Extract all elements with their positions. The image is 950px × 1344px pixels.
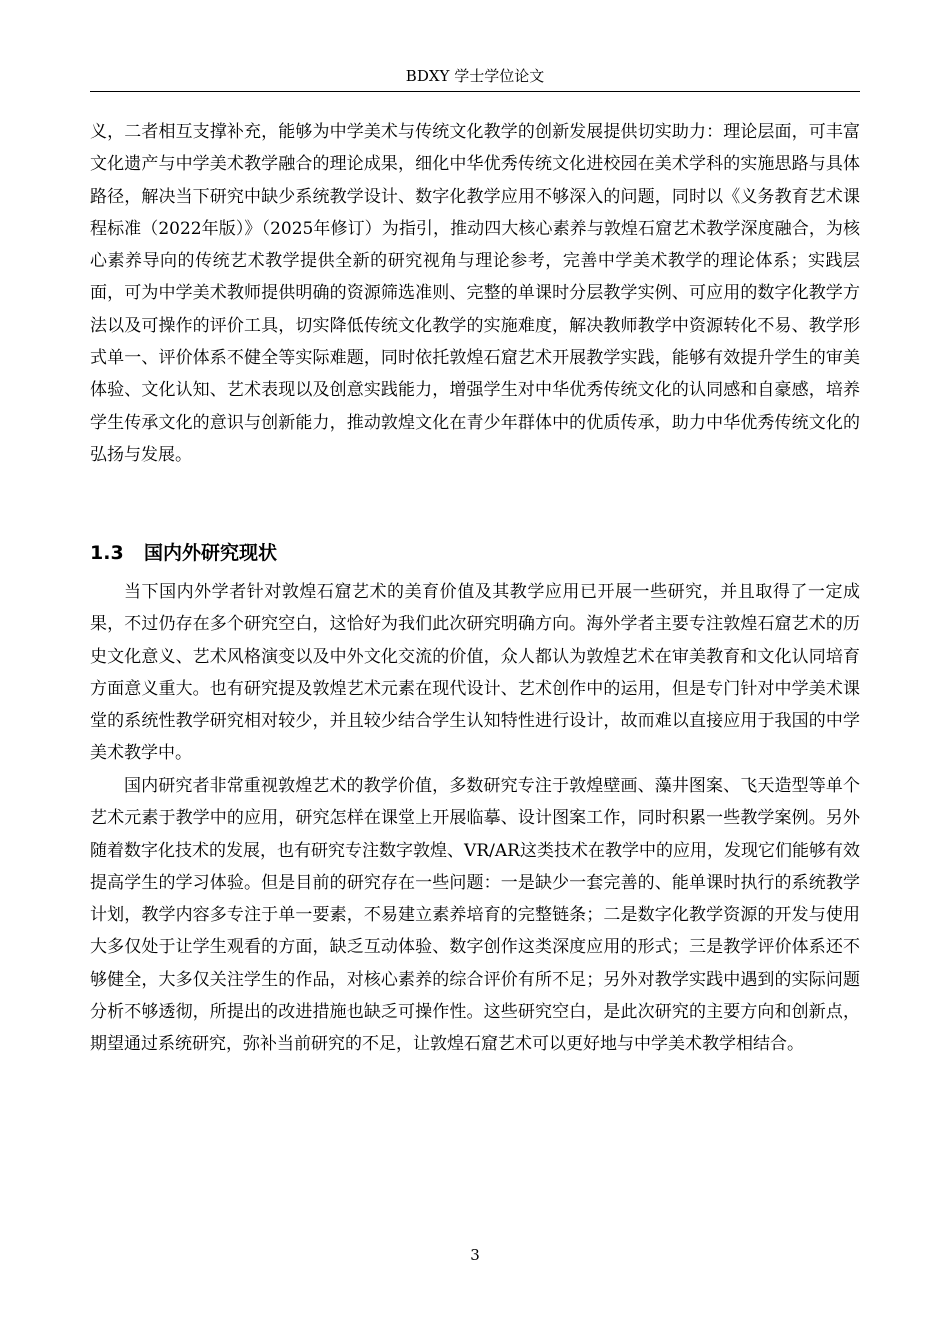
paragraph-continuation: 义，二者相互支撑补充，能够为中学美术与传统文化教学的创新发展提供切实助力：理论层面，可丰富文化遗产与中学美术教学融合的理论成果，细化中华优秀传统文化进校园在美术学科的实施思路与具体路径，解决当下研究中缺少系统教学设计、数字化教学应用不够深入的问题，同时以《义务教育艺术课程标准（2022年版）》（2025年修订）为指引，推动四大核心素养与敦煌石窟艺术教学深度融合，为核心素养导向的传统艺术教学提供全新的研究视角与理论参考，完善中学美术教学的理论体系；实践层面，可为中学美术教师提供明确的资源筛选准则、完整的单课时分层教学实例、可应用的数字化教学方法以及可操作的评价工具，切实降低传统文化教学的实施难度，解决教师教学中资源转化不易、教学形式单一、评价体系不健全等实际难题，同时依托敦煌石窟艺术开展教学实践，能够有效提升学生的审美体验、文化认知、艺术表现以及创意实践能力，增强学生对中华优秀传统文化的认同感和自豪感，培养学生传承文化的意识与创新能力，推动敦煌文化在青少年群体中的优质传承，助力中华优秀传统文化的弘扬与发展。 bbox=[90, 122, 860, 465]
header-title: BDXY 学士学位论文 bbox=[405, 67, 545, 85]
section-title: 国内外研究现状 bbox=[144, 542, 278, 564]
section-heading bbox=[90, 536, 860, 570]
page-header bbox=[90, 66, 860, 86]
paragraph-research-abroad: 当下国内外学者针对敦煌石窟艺术的美育价值及其教学应用已开展一些研究，并且取得了一定成果，不过仍存在多个研究空白，这恰好为我们此次研究明确方向。海外学者主要专注敦煌石窟艺术的历史文化意义、艺术风格演变以及中外文化交流的价值，众人都认为敦煌艺术在审美教育和文化认同培育方面意义重大。也有研究提及敦煌艺术元素在现代设计、艺术创作中的运用，但是专门针对中学美术课堂的系统性教学研究相对较少，并且较少结合学生认知特性进行设计，故而难以直接应用于我国的中学美术教学中。 bbox=[90, 582, 860, 764]
page-number: 3 bbox=[470, 1246, 480, 1264]
header-divider bbox=[90, 91, 860, 92]
section-number: 1.3 bbox=[90, 542, 124, 564]
paragraph-research-domestic: 国内研究者非常重视敦煌艺术的教学价值，多数研究专注于敦煌壁画、藻井图案、飞天造型等单个艺术元素于教学中的应用，研究怎样在课堂上开展临摹、设计图案工作，同时积累一些教学案例。另外随着数字化技术的发展，也有研究专注数字敦煌、VR/AR这类技术在教学中的应用，发现它们能够有效提高学生的学习体验。但是目前的研究存在一些问题：一是缺少一套完善的、能单课时执行的系统教学计划，教学内容多专注于单一要素，不易建立素养培育的完整链条；二是数字化教学资源的开发与使用大多仅处于让学生观看的方面，缺乏互动体验、数字创作这类深度应用的形式；三是教学评价体系还不够健全，大多仅关注学生的作品，对核心素养的综合评价有所不足；另外对教学实践中遇到的实际问题分析不够透彻，所提出的改进措施也缺乏可操作性。这些研究空白，是此次研究的主要方向和创新点，期望通过系统研究，弥补当前研究的不足，让敦煌石窟艺术可以更好地与中学美术教学相结合。 bbox=[90, 776, 860, 1055]
